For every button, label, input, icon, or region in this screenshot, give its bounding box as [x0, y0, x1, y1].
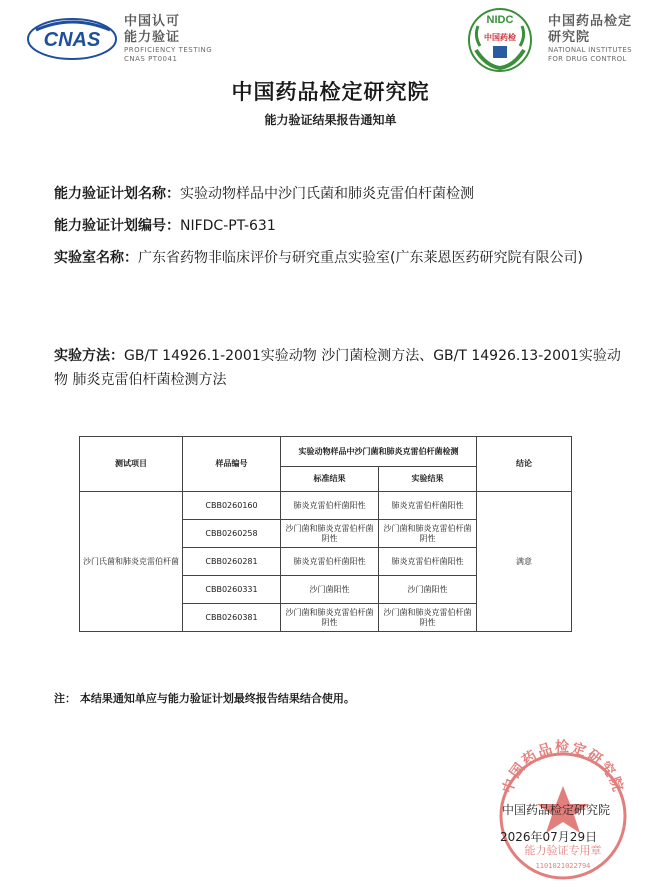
signature-date: 2026年07月29日 — [500, 830, 598, 844]
sample-cell: CBB0260381 — [183, 604, 281, 632]
nidc-ring-text: NIDC — [486, 14, 514, 26]
sample-cell: CBB0260281 — [183, 548, 281, 576]
sample-cell: CBB0260160 — [183, 492, 281, 520]
lab-name-label: 实验室名称： — [54, 250, 138, 266]
standard-cell: 沙门菌和肺炎克雷伯杆菌阴性 — [281, 604, 379, 632]
results-table — [79, 436, 572, 632]
lab-name-value: 广东省药物非临床评价与研究重点实验室(广东莱恩医药研究院有限公司) — [138, 250, 583, 266]
actual-cell: 沙门菌和肺炎克雷伯杆菌阴性 — [379, 604, 477, 632]
seal-center-text: 能力验证专用章 — [524, 844, 602, 857]
sample-cell: CBB0260331 — [183, 576, 281, 604]
seal-ring-text: 中国药品检定研究院 — [499, 739, 627, 796]
nidc-cn-line2: 研究院 — [548, 30, 591, 45]
actual-cell: 肺炎克雷伯杆菌阳性 — [379, 492, 477, 520]
cnas-cn-line2: 能力验证 — [124, 30, 181, 45]
plan-name-value: 实验动物样品中沙门氏菌和肺炎克雷伯杆菌检测 — [180, 186, 474, 202]
method-value: GB/T 14926.1-2001实验动物 沙门菌检测方法、GB/T 14926.13-2001实验动物 肺炎克雷伯杆菌检测方法 — [54, 348, 621, 388]
col-header-sample: 样品编号 — [183, 437, 281, 492]
standard-cell: 肺炎克雷伯杆菌阳性 — [281, 548, 379, 576]
col-header-item: 测试项目 — [80, 437, 183, 492]
lab-name-field — [54, 246, 624, 270]
conclusion-cell: 满意 — [477, 492, 572, 632]
standard-cell: 沙门菌阳性 — [281, 576, 379, 604]
signature-org: 中国药品检定研究院 — [502, 803, 611, 817]
cnas-en-line1: PROFICIENCY TESTING — [124, 46, 213, 54]
standard-cell: 肺炎克雷伯杆菌阳性 — [281, 492, 379, 520]
cnas-logo-text: CNAS — [43, 29, 101, 51]
item-name-cell: 沙门氏菌和肺炎克雷伯杆菌 — [80, 492, 183, 632]
col-header-group: 实验动物样品中沙门菌和肺炎克雷伯杆菌检测 — [281, 437, 477, 467]
method-label: 实验方法： — [54, 348, 124, 364]
footnote: 注： 本结果通知单应与能力验证计划最终报告结果结合使用。 — [54, 692, 355, 705]
table-row — [80, 492, 572, 520]
actual-cell: 肺炎克雷伯杆菌阳性 — [379, 548, 477, 576]
plan-code-label: 能力验证计划编号： — [54, 218, 180, 234]
plan-name-label: 能力验证计划名称： — [54, 186, 180, 202]
plan-code-field — [54, 214, 624, 238]
seal-serial: 1101021022794 — [535, 862, 591, 870]
col-header-actual: 实验结果 — [379, 467, 477, 492]
nidc-logo — [466, 6, 534, 74]
cnas-logo — [26, 16, 118, 62]
sample-cell: CBB0260258 — [183, 520, 281, 548]
col-header-standard: 标准结果 — [281, 467, 379, 492]
actual-cell: 沙门菌阳性 — [379, 576, 477, 604]
page-subtitle: 能力验证结果报告通知单 — [264, 113, 397, 127]
standard-cell: 沙门菌和肺炎克雷伯杆菌阴性 — [281, 520, 379, 548]
nidc-caption — [548, 14, 658, 64]
nidc-center-text: 中国药检 — [484, 33, 516, 42]
cnas-caption — [124, 14, 264, 64]
plan-name-field — [54, 182, 624, 206]
page-title: 中国药品检定研究院 — [231, 80, 430, 104]
method-field — [54, 344, 624, 392]
col-header-conclusion: 结论 — [477, 437, 572, 492]
nidc-en-line2: FOR DRUG CONTROL — [548, 55, 627, 63]
actual-cell: 沙门菌和肺炎克雷伯杆菌阴性 — [379, 520, 477, 548]
nidc-en-line1: NATIONAL INSTITUTES — [548, 46, 632, 54]
nidc-cn-line1: 中国药品检定 — [548, 14, 633, 29]
table-header-row — [80, 437, 572, 467]
cnas-en-line2: CNAS PT0041 — [124, 55, 178, 63]
cnas-cn-line1: 中国认可 — [124, 14, 181, 29]
plan-code-value: NIFDC-PT-631 — [180, 218, 276, 234]
